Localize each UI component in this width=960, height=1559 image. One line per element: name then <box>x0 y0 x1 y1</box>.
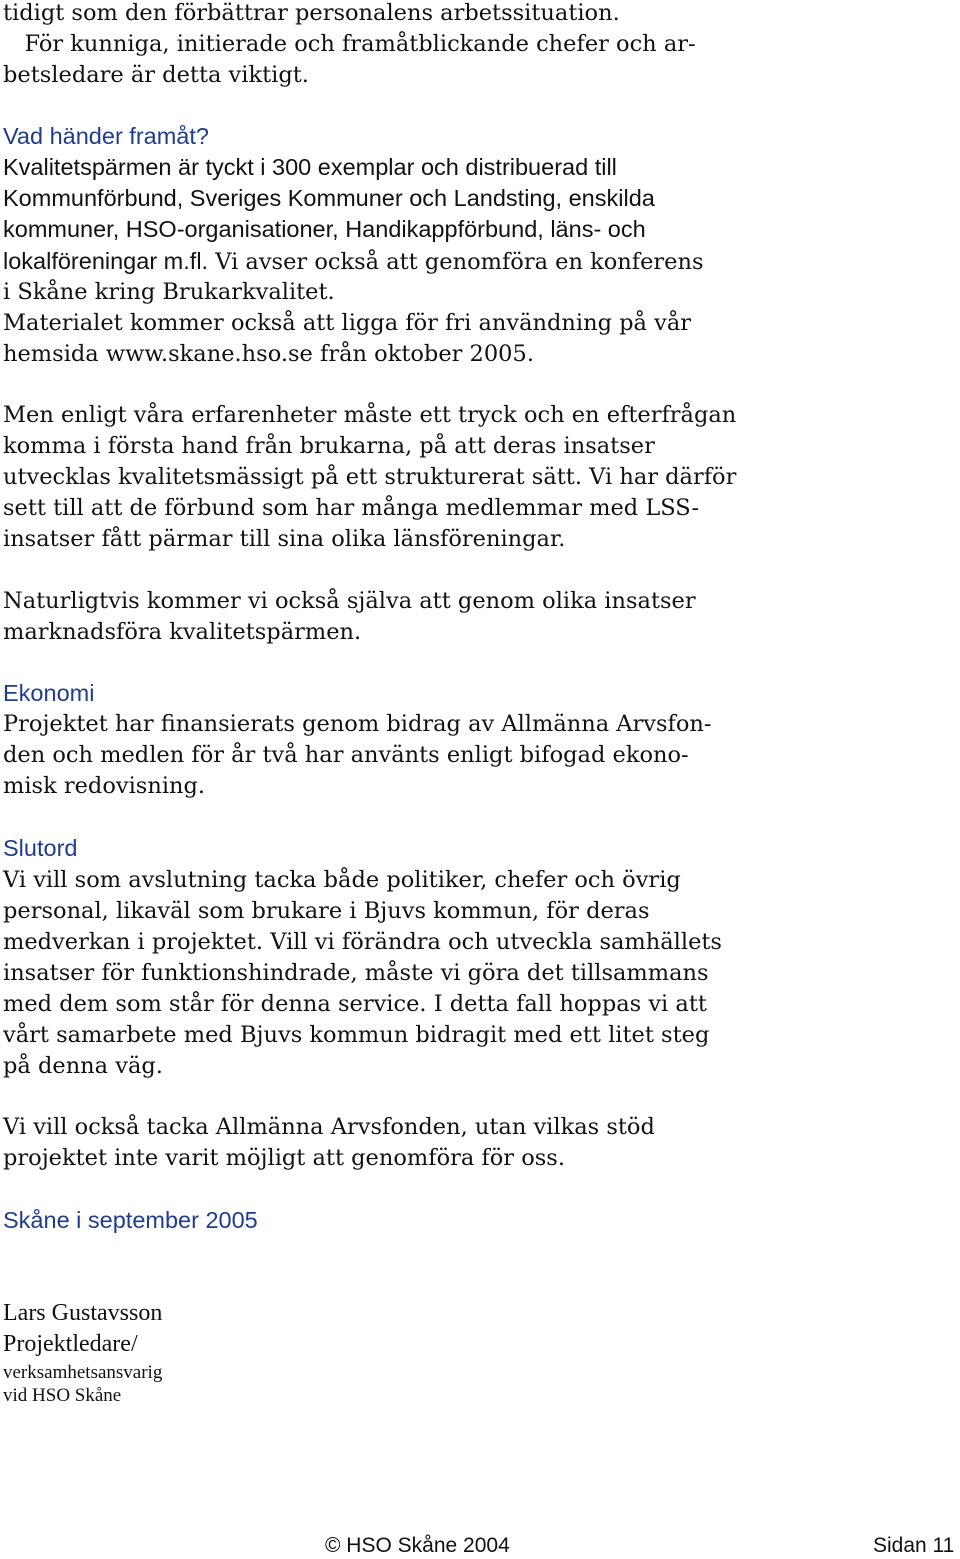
ekonomi-line: misk redovisning. <box>3 773 206 799</box>
intro-line: betsledare är detta viktigt. <box>3 62 309 88</box>
section-heading-ekonomi: Ekonomi <box>3 680 95 706</box>
framat-mixed-line <box>3 246 704 278</box>
framat-line: kommuner, HSO-organisationer, Handikappförbund, läns- och <box>3 216 646 242</box>
paragraph-line: Naturligtvis kommer vi också själva att genom olika insatser <box>3 588 696 614</box>
framat-line: Kommunförbund, Sveriges Kommuner och Landsting, enskilda <box>3 185 655 211</box>
dateline: Skåne i september 2005 <box>3 1207 258 1233</box>
paragraph-line: marknadsföra kvalitetspärmen. <box>3 619 362 645</box>
slutord-line: vårt samarbete med Bjuvs kommun bidragit med ett litet steg <box>3 1022 710 1048</box>
thanks-line: projektet inte varit möjligt att genomföra för oss. <box>3 1145 566 1171</box>
framat-line: Kvalitetspärmen är tyckt i 300 exemplar och distribuerad till <box>3 154 617 180</box>
framat-line: hemsida www.skane.hso.se från oktober 2005. <box>3 341 534 367</box>
signature-name: Lars Gustavsson <box>3 1300 163 1326</box>
framat-line: i Skåne kring Brukarkvalitet. <box>3 279 335 305</box>
paragraph-line: utvecklas kvalitetsmässigt på ett strukturerat sätt. Vi har därför <box>3 464 737 490</box>
signature-title: Projektledare/ <box>3 1331 138 1357</box>
footer-copyright: © HSO Skåne 2004 <box>325 1534 510 1557</box>
slutord-line: insatser för funktionshindrade, måste vi göra det tillsammans <box>3 960 709 986</box>
framat-mixed-serif: Vi avser också att genomföra en konferens <box>208 249 704 275</box>
paragraph-line: komma i första hand från brukarna, på att deras insatser <box>3 433 655 459</box>
footer-page-number: Sidan 11 <box>873 1534 955 1557</box>
signature-role: verksamhetsansvarig <box>3 1362 163 1383</box>
slutord-line: Vi vill som avslutning tacka både politiker, chefer och övrig <box>3 867 681 893</box>
framat-line: Materialet kommer också att ligga för fri användning på vår <box>3 310 691 336</box>
paragraph-line: sett till att de förbund som har många medlemmar med LSS- <box>3 495 700 521</box>
slutord-line: personal, likaväl som brukare i Bjuvs kommun, för deras <box>3 898 650 924</box>
slutord-line: medverkan i projektet. Vill vi förändra och utveckla samhällets <box>3 929 722 955</box>
intro-line: tidigt som den förbättrar personalens arbetssituation. <box>3 0 620 26</box>
intro-line: För kunniga, initierade och framåtblickande chefer och ar- <box>3 31 696 57</box>
ekonomi-line: Projektet har finansierats genom bidrag av Allmänna Arvsfon- <box>3 711 712 737</box>
section-heading-slutord: Slutord <box>3 835 78 861</box>
paragraph-line: Men enligt våra erfarenheter måste ett tryck och en efterfrågan <box>3 402 737 428</box>
ekonomi-line: den och medlen för år två har använts enligt bifogad ekono- <box>3 742 689 768</box>
framat-mixed-sans: lokalföreningar m.fl. <box>3 248 209 274</box>
slutord-line: på denna väg. <box>3 1053 163 1079</box>
thanks-line: Vi vill också tacka Allmänna Arvsfonden, utan vilkas stöd <box>3 1114 655 1140</box>
section-heading-framat: Vad händer framåt? <box>3 123 209 149</box>
signature-role: vid HSO Skåne <box>3 1385 122 1406</box>
slutord-line: med dem som står för denna service. I detta fall hoppas vi att <box>3 991 707 1017</box>
paragraph-line: insatser fått pärmar till sina olika länsföreningar. <box>3 526 566 552</box>
